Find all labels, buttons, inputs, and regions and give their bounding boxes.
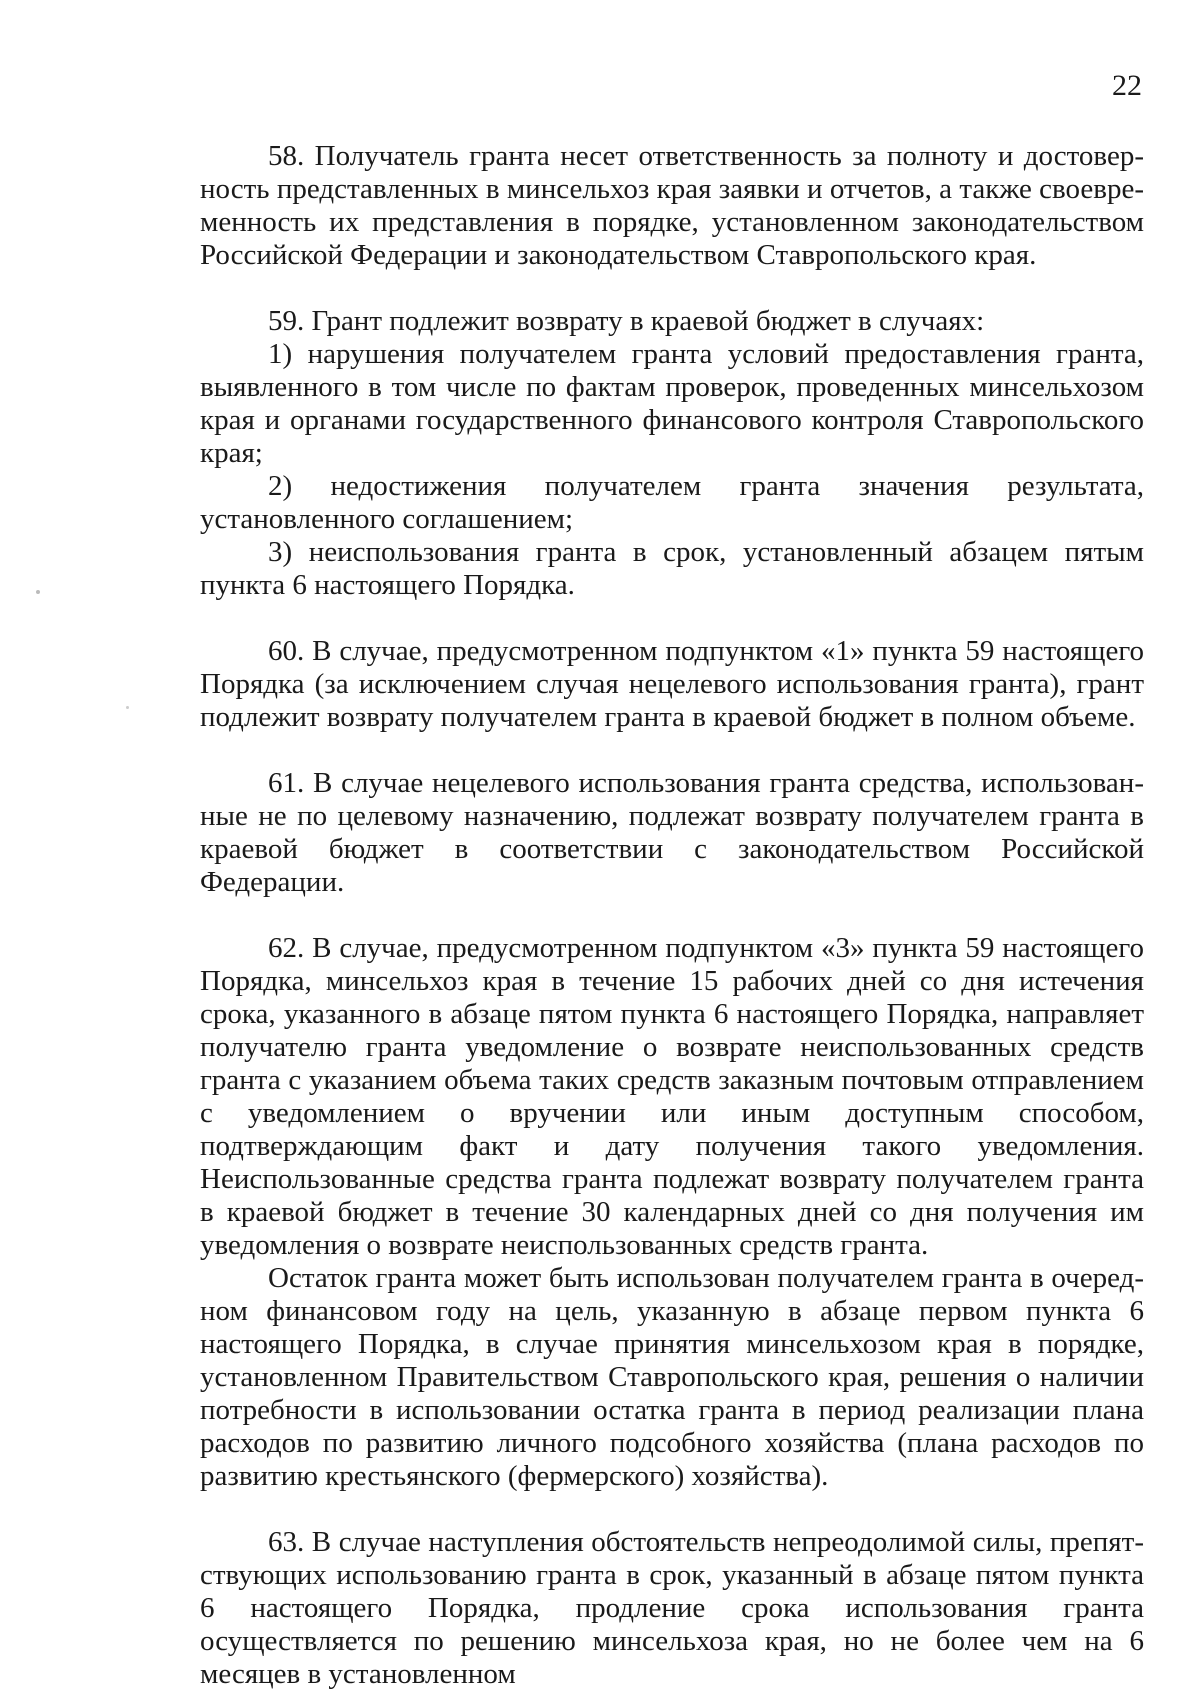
paragraph-59-item-1: 1) нарушения получателем гранта условий предоставления гранта, выявленного в том числе по фактам проверок, проведенных минсельхозом края и органами государственного финансового контроля Ставропольского края; xyxy=(200,338,1144,469)
paragraph-62-continuation: Остаток гранта может быть использован получателем гранта в очередном финансовом году на цель, указанную в абзаце первом пункта 6 настоящего Порядка, в случае принятия минсельхозом края в порядке, установленном Правительством Ставропольского края, решения о наличии потребности в использовании остатка гранта в период реализации плана расходов по развитию личного подсобного хозяйства (плана расходов по развитию крестьянского (фермерского) хозяйства). xyxy=(200,1262,1144,1492)
paragraph-59-item-2: 2) недостижения получателем гранта значения результата, установленного соглашением; xyxy=(200,470,1144,535)
paragraph-62: 62. В случае, предусмотренном подпунктом «3» пункта 59 настоящего Порядка, минсельхоз края в течение 15 рабочих дней со дня истечения срока, указанного в абзаце пятом пункта 6 настоящего Порядка, направляет получателю гранта уведомление о возврате неиспользованных средств гранта с указанием объема таких средств заказным почтовым отправлением с уведомлением о вручении или иным доступным способом, подтверждающим факт и дату получения такого уведомления. Неиспользованные средства гранта подлежат возврату получателем гранта в краевой бюджет в течение 30 календарных дней со дня получения им уведомления о возврате неиспользованных средств гранта. xyxy=(200,932,1144,1261)
paragraph-60: 60. В случае, предусмотренном подпунктом «1» пункта 59 настоящего Порядка (за исключением случая нецелевого использования гранта), грант подлежит возврату получателем гранта в краевой бюджет в полном объеме. xyxy=(200,635,1144,733)
paragraph-63: 63. В случае наступления обстоятельств непреодолимой силы, препятствующих использованию гранта в срок, указанный в абзаце пятом пункта 6 настоящего Порядка, продление срока использования гранта осуществляется по решению минсельхоза края, но не более чем на 6 месяцев в установленном xyxy=(200,1526,1144,1690)
page-number: 22 xyxy=(1112,69,1142,102)
paragraph-59: 59. Грант подлежит возврату в краевой бюджет в случаях: xyxy=(268,305,985,337)
paragraph-59-item-3: 3) неиспользования гранта в срок, установленный абзацем пятым пункта 6 настоящего Порядка. xyxy=(200,536,1144,601)
paragraph-58: 58. Получатель гранта несет ответственность за полноту и достоверность представленных в минсельхоз края заявки и отчетов, а также своевременность их представления в порядке, установленном законодательством Российской Федерации и законодательством Ставропольского края. xyxy=(200,140,1144,271)
scan-speck xyxy=(36,590,40,594)
scan-speck xyxy=(126,706,129,709)
paragraph-61: 61. В случае нецелевого использования гранта средства, использованные не по целевому назначению, подлежат возврату получателем гранта в краевой бюджет в соответствии с законодательством Российской Федерации. xyxy=(200,767,1144,898)
document-body xyxy=(200,140,1144,1691)
